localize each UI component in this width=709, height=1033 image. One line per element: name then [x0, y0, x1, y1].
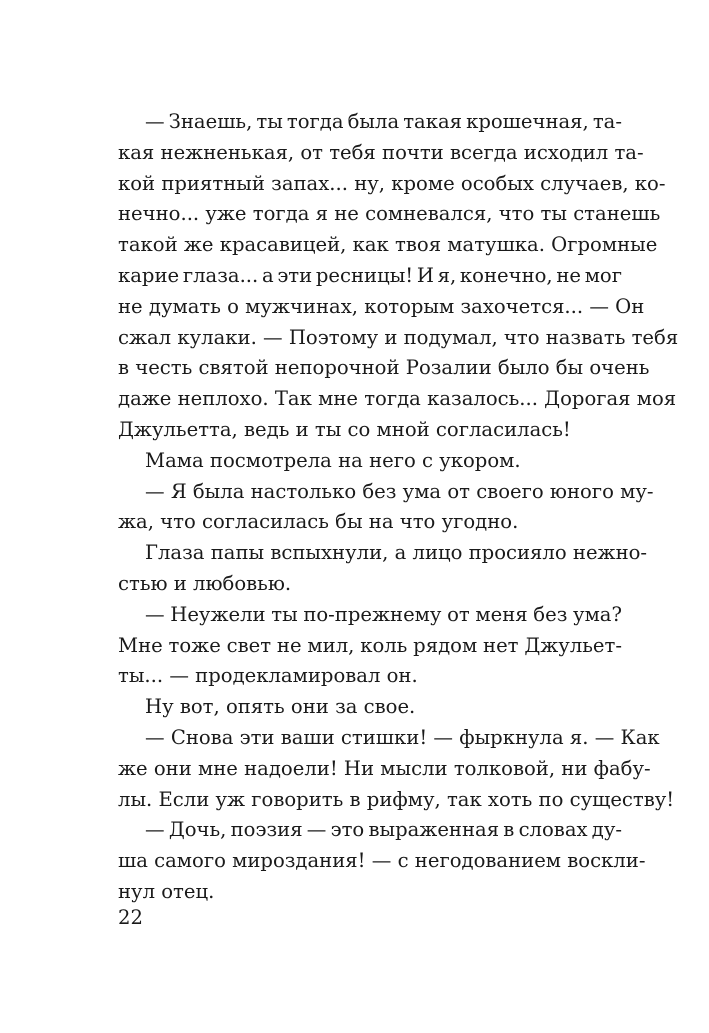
text-line: такой же красавицей, как твоя матушка. Огромные: [118, 233, 658, 257]
text-line: в честь святой непорочной Розалии было бы очень: [118, 356, 650, 380]
paragraph: [118, 692, 622, 723]
page-number: 22: [118, 906, 143, 929]
body-text: [118, 107, 679, 908]
text-line: — Неужели ты по-прежнему от меня без ума?: [145, 602, 622, 626]
text-line: даже неплохо. Так мне тогда казалось... Дорогая моя: [118, 387, 677, 411]
text-line: лы. Если уж говорить в рифму, так хоть по существу!: [118, 787, 675, 811]
text-line: ша самого мироздания! — с негодованием воскли-: [118, 849, 646, 873]
paragraph: [118, 446, 622, 477]
paragraph: [118, 600, 622, 692]
text-line: — Знаешь, ты тогда была такая крошечная, та-: [145, 110, 622, 133]
text-line: Мне тоже свет не мил, коль рядом нет Джульет-: [118, 633, 622, 657]
text-line: карие глаза... а эти ресницы! И я, конечно, не мог: [118, 263, 622, 287]
text-line: кой приятный запах... ну, кроме особых случаев, ко-: [118, 171, 666, 195]
text-line: же они мне надоели! Ни мысли толковой, ни фабу-: [118, 756, 651, 780]
paragraph: [118, 815, 646, 907]
text-line: Джульетта, ведь и ты со мной согласилась!: [118, 417, 571, 441]
text-line: ты... — продекламировал он.: [118, 664, 418, 688]
paragraph: [118, 538, 648, 600]
text-line: стью и любовью.: [118, 571, 292, 595]
text-line: кая нежненькая, от тебя почти всегда исходил та-: [118, 140, 644, 164]
paragraph: [118, 723, 675, 815]
text-line: нул отец.: [118, 879, 215, 903]
text-line: не думать о мужчинах, которым захочется... — Он: [118, 294, 645, 318]
text-line: Ну вот, опять они за свое.: [145, 695, 416, 719]
paragraph: [118, 107, 679, 446]
text-line: Глаза папы вспыхнули, а лицо просияло нежно-: [145, 541, 648, 565]
text-line: Мама посмотрела на него с укором.: [145, 448, 521, 472]
text-line: жа, что согласилась бы на что угодно.: [118, 510, 519, 534]
text-line: — Снова эти ваши стишки! — фыркнула я. — Как: [145, 725, 660, 749]
text-line: сжал кулаки. — Поэтому и подумал, что назвать тебя: [118, 325, 679, 349]
text-line: нечно... уже тогда я не сомневался, что ты станешь: [118, 202, 661, 226]
paragraph: [118, 477, 654, 539]
text-line: — Я была настолько без ума от своего юного му-: [145, 479, 654, 503]
text-line: — Дочь, поэзия — это выраженная в словах ду-: [145, 818, 622, 842]
